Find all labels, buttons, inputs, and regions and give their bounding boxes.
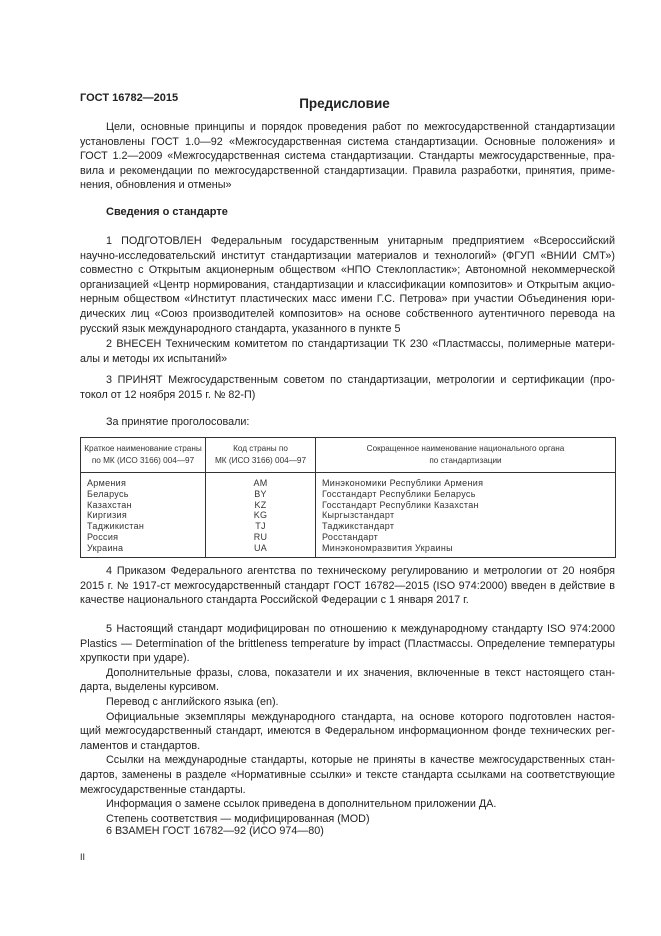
country-code-cell: KG [206,510,316,521]
text-line: алы и методы их испытаний» [80,352,228,365]
column-header [81,438,206,473]
standards-body-cell: Госстандарт Республики Беларусь [316,489,616,500]
item-5-paragraph [80,666,615,695]
text-line: качестве национального стандарта Российской Федерации с 1 января 2017 г. [80,594,469,607]
standards-body-cell: Минэкономики Республики Армения [316,473,616,489]
text-line: дических лиц «Союз производителей композитов» на основе собственного аутентичного перевода на [80,307,615,320]
item-6-paragraph [80,824,615,839]
country-code-cell: RU [206,532,316,543]
voting-countries-table [80,437,616,558]
country-name-cell: Киргизия [81,510,206,521]
text-line: Информация о замене ссылок приведена в дополнительном приложении ДА. [106,798,497,811]
country-name-cell: Беларусь [81,489,206,500]
item-5-section [80,622,615,826]
page-title: Предисловие [299,96,390,111]
text-line: Дополнительные фразы, слова, показатели и их значения, включенные в текст настоящего стан- [106,666,615,679]
text-line: Перевод с английского языка (en). [106,695,279,708]
text-line: ламентов и стандартов. [80,739,201,752]
column-header [206,438,316,473]
country-code-cell: AM [206,473,316,489]
intro-paragraph [80,120,615,193]
table-header-row [81,438,616,473]
table-row [81,543,616,557]
standards-body-cell: Росстандарт [316,532,616,543]
table-row [81,532,616,543]
text-line: Ссылки на международные стандарты, которые не приняты в качестве межгосударственных стан- [106,754,615,767]
text-line: организацией «Центр нормирования, стандартизации и классификации композитов» и Открытым акцио- [80,278,615,291]
standards-body-cell: Минэкономразвития Украины [316,543,616,557]
country-name-cell: Украина [81,543,206,557]
column-header-line: Сокращенное наименование национального органа [366,444,565,453]
text-line: нерным обществом «Институт пластических масс имени Г.С. Петрова» при участии Объединения юри- [80,293,615,306]
item-3-paragraph [80,373,615,402]
column-header-line: Краткое наименование страны [84,444,202,453]
vote-label: За принятие проголосовали: [106,416,250,428]
table-row [81,473,616,489]
text-line: нения, обновления и отмены» [80,179,232,192]
table-row [81,521,616,532]
document-id: ГОСТ 16782—2015 [80,92,179,104]
text-line: щий межгосударственный стандарт, имеются в Федеральном информационном фонде технических рег- [80,725,615,738]
table-row [81,489,616,500]
country-code-cell: BY [206,489,316,500]
column-header-line: МК (ИСО 3166) 004—97 [214,456,307,465]
text-line: межгосударственные стандарты. [80,783,246,796]
item-5-paragraph [80,753,615,797]
text-line: 4 Приказом Федерального агентства по техническому регулированию и метрологии от 20 ноября [106,565,615,577]
standards-body-cell: Кыргызстандарт [316,510,616,521]
item-4-paragraph [80,564,615,608]
table-row [81,510,616,521]
text-line: ГОСТ 1.2—2009 «Межгосударственная система стандартизации. Стандарты межгосударственные, пра- [80,150,615,163]
text-line: 2015 г. № 1917-ст межгосударственный стандарт ГОСТ 16782—2015 (ISO 974:2000) введен в действие в [80,579,615,592]
standards-body-cell: Таджикстандарт [316,521,616,532]
text-line: Plastics — Determination of the brittleness temperature by impact (Пластмассы. Определение температуры [80,637,615,650]
item-5-paragraph [80,695,615,710]
text-line: Официальные экземпляры международного стандарта, на основе которого подготовлен настоя- [106,710,615,723]
text-line: вила и рекомендации по межгосударственной стандартизации. Правила разработки, принятия, приме- [80,164,615,177]
country-code-cell: KZ [206,500,316,511]
page-number: II [80,852,86,862]
table-row [81,500,616,511]
item-5-paragraph [80,797,615,812]
text-line: хрупкости при ударе). [80,652,190,665]
text-line: Цели, основные принципы и порядок проведения работ по межгосударственной стандартизации [106,121,615,133]
section-heading: Сведения о стандарте [106,206,228,218]
text-line: 1 ПОДГОТОВЛЕН Федеральным государственным унитарным предприятием «Всероссийский [106,235,615,247]
column-header [316,438,616,473]
item-1-paragraph [80,234,615,336]
text-line: дартов, заменены в разделе «Нормативные ссылки» и тексте стандарта ссылками на соответствующие [80,768,615,781]
text-line: русский язык международного стандарта, указанного в пункте 5 [80,322,401,335]
country-name-cell: Армения [81,473,206,489]
column-header-line: по стандартизации [429,456,502,465]
text-line: научно-исследовательский институт стандартизации материалов и технологий» (ФГУП «ВНИИ СМТ») [80,249,615,262]
text-line: установлены ГОСТ 1.0—92 «Межгосударственная система стандартизации. Основные положения» и [80,135,615,148]
text-line: 3 ПРИНЯТ Межгосударственным советом по стандартизации, метрологии и сертификации (про- [106,374,615,386]
text-line: Степень соответствия — модифицированная (MOD) [106,812,370,825]
item-2-paragraph [80,337,615,366]
standards-body-cell: Госстандарт Республики Казахстан [316,500,616,511]
column-header-line: по МК (ИСО 3166) 004—97 [91,456,195,465]
item-5-paragraph [80,622,615,666]
item-5-paragraph [80,710,615,754]
column-header-line: Код страны по [233,444,288,453]
table-body [81,473,616,558]
country-name-cell: Казахстан [81,500,206,511]
text-line: дарта, выделены курсивом. [80,681,219,694]
country-name-cell: Россия [81,532,206,543]
country-name-cell: Таджикистан [81,521,206,532]
text-line: совместно с Открытым акционерным обществом «НПО Стеклопластик»; Автономной некоммерческой [80,264,615,277]
country-code-cell: UA [206,543,316,557]
text-line: токол от 12 ноября 2015 г. № 82-П) [80,388,256,401]
text-line: 5 Настоящий стандарт модифицирован по отношению к международному стандарту ISO 974:2000 [106,623,615,635]
text-line: 6 ВЗАМЕН ГОСТ 16782—92 (ИСО 974—80) [106,825,324,837]
country-code-cell: TJ [206,521,316,532]
text-line: 2 ВНЕСЕН Техническим комитетом по стандартизации ТК 230 «Пластмассы, полимерные матери- [106,338,615,350]
